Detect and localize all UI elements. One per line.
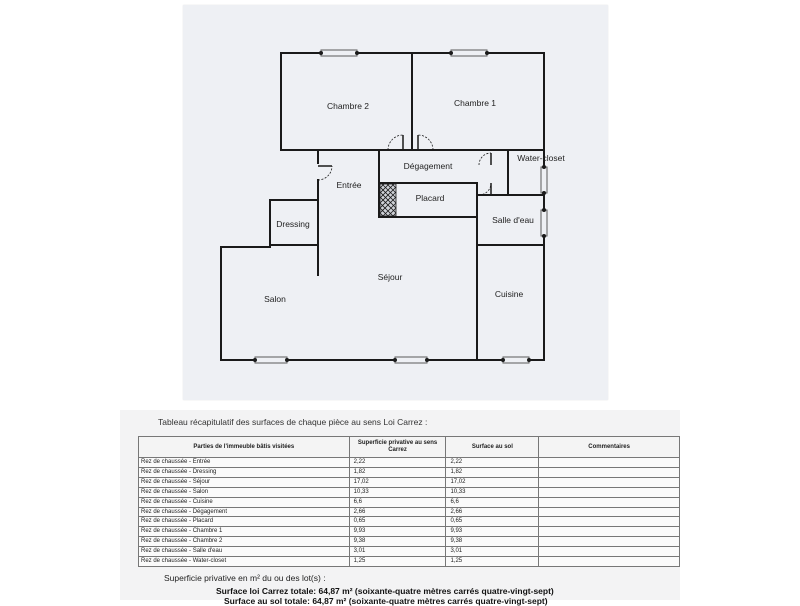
header-carrez: Superficie privative au sens Carrez — [349, 437, 446, 458]
cell-carrez: 2,22 — [349, 458, 446, 468]
cell-sol: 3,01 — [446, 547, 539, 557]
cell-partie: Rez de chaussée - Entrée — [139, 458, 350, 468]
surface-table-sheet — [120, 410, 680, 606]
room-label-water-closet: Water-closet — [517, 153, 565, 163]
cell-commentaire — [539, 547, 680, 557]
room-label-degagement: Dégagement — [403, 161, 453, 171]
cell-sol: 1,82 — [446, 467, 539, 477]
table-row — [139, 547, 680, 557]
table-row — [139, 477, 680, 487]
cell-partie: Rez de chaussée - Chambre 2 — [139, 537, 350, 547]
cell-sol: 9,93 — [446, 527, 539, 537]
table-caption: Tableau récapitulatif des surfaces de chaque pièce au sens Loi Carrez : — [158, 417, 428, 427]
cell-commentaire — [539, 517, 680, 527]
table-row — [139, 507, 680, 517]
table-body — [139, 458, 680, 567]
room-label-cuisine: Cuisine — [494, 289, 524, 299]
cell-sol: 6,6 — [446, 497, 539, 507]
cell-partie: Rez de chaussée - Salon — [139, 487, 350, 497]
table-row — [139, 537, 680, 547]
wall-entree-top — [281, 150, 318, 163]
table-header-row — [139, 437, 680, 458]
table-row — [139, 527, 680, 537]
cell-sol: 10,33 — [446, 487, 539, 497]
floor-plan-drawing — [183, 5, 608, 400]
summary-carrez-total: Surface loi Carrez totale: 64,87 m² (soixante-quatre mètres carrés quatre-vingt-sept) — [216, 586, 554, 596]
cell-carrez: 9,93 — [349, 527, 446, 537]
cell-sol: 0,65 — [446, 517, 539, 527]
cell-commentaire — [539, 537, 680, 547]
room-label-chambre-2: Chambre 2 — [326, 101, 370, 111]
table-row — [139, 458, 680, 468]
table-row — [139, 557, 680, 567]
header-commentaires: Commentaires — [539, 437, 680, 458]
room-label-entree: Entrée — [336, 180, 362, 190]
cell-commentaire — [539, 487, 680, 497]
cell-carrez: 0,65 — [349, 517, 446, 527]
room-label-sejour: Séjour — [377, 272, 403, 282]
cell-commentaire — [539, 527, 680, 537]
room-label-chambre-1: Chambre 1 — [453, 98, 497, 108]
cell-carrez: 6,6 — [349, 497, 446, 507]
table-row — [139, 467, 680, 477]
cell-commentaire — [539, 497, 680, 507]
cell-partie: Rez de chaussée - Chambre 1 — [139, 527, 350, 537]
cell-carrez: 2,66 — [349, 507, 446, 517]
room-label-salle-deau: Salle d'eau — [492, 215, 534, 225]
table-row — [139, 487, 680, 497]
cell-carrez: 1,82 — [349, 467, 446, 477]
cell-partie: Rez de chaussée - Dégagement — [139, 507, 350, 517]
summary-caption: Superficie privative en m² du ou des lot(s) : — [164, 573, 326, 583]
cell-commentaire — [539, 467, 680, 477]
room-label-placard: Placard — [415, 193, 445, 203]
cell-partie: Rez de chaussée - Water-closet — [139, 557, 350, 567]
cell-commentaire — [539, 458, 680, 468]
cell-partie: Rez de chaussée - Cuisine — [139, 497, 350, 507]
table-row — [139, 497, 680, 507]
cell-carrez: 1,25 — [349, 557, 446, 567]
cell-sol: 9,38 — [446, 537, 539, 547]
room-label-dressing: Dressing — [276, 219, 310, 229]
window-ends — [253, 51, 546, 362]
cell-commentaire — [539, 557, 680, 567]
cell-carrez: 10,33 — [349, 487, 446, 497]
cell-sol: 17,02 — [446, 477, 539, 487]
table-row — [139, 517, 680, 527]
windows — [255, 50, 547, 363]
cell-commentaire — [539, 477, 680, 487]
cell-partie: Rez de chaussée - Séjour — [139, 477, 350, 487]
cell-partie: Rez de chaussée - Salle d'eau — [139, 547, 350, 557]
floor-plan-sheet — [183, 5, 608, 400]
cell-sol: 2,66 — [446, 507, 539, 517]
room-label-salon: Salon — [264, 294, 286, 304]
cell-carrez: 9,38 — [349, 537, 446, 547]
cell-carrez: 3,01 — [349, 547, 446, 557]
cell-commentaire — [539, 507, 680, 517]
cell-partie: Rez de chaussée - Dressing — [139, 467, 350, 477]
cell-sol: 2,22 — [446, 458, 539, 468]
cell-sol: 1,25 — [446, 557, 539, 567]
surface-table — [138, 436, 680, 567]
cell-partie: Rez de chaussée - Placard — [139, 517, 350, 527]
summary-sol-total: Surface au sol totale: 64,87 m² (soixante-quatre mètres carrés quatre-vingt-sept) — [224, 596, 548, 606]
cell-carrez: 17,02 — [349, 477, 446, 487]
placard-hatch — [380, 184, 396, 216]
header-parties: Parties de l'immeuble bâtis visitées — [139, 437, 350, 458]
header-sol: Surface au sol — [446, 437, 539, 458]
